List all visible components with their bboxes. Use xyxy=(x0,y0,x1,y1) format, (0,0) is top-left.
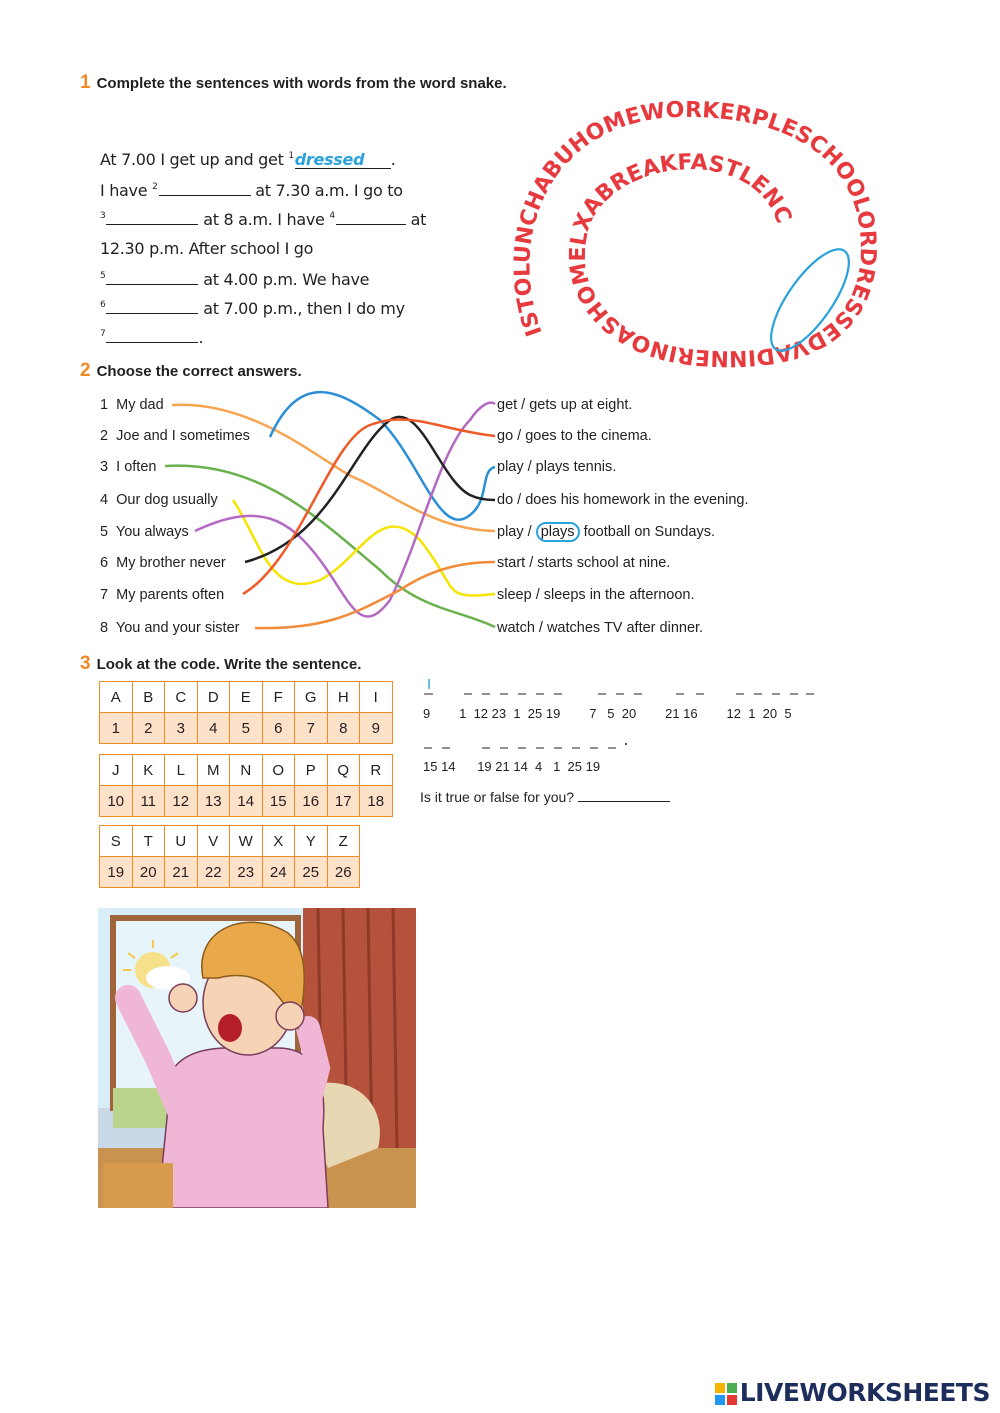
liveworksheets-logo-icon xyxy=(715,1383,737,1405)
left-item-5[interactable]: 5 You always xyxy=(100,524,189,540)
code-answer-dashes-row-2[interactable] xyxy=(420,738,640,752)
word-snake xyxy=(490,95,890,375)
circled-answer-plays[interactable]: plays xyxy=(536,522,580,542)
left-item-1[interactable]: 1 My dad xyxy=(100,397,164,413)
answer-blank-6[interactable] xyxy=(106,298,198,314)
left-item-8[interactable]: 8 You and your sister xyxy=(100,620,240,636)
answer-blank-4[interactable] xyxy=(336,209,406,225)
sentence-line-1: At 7.00 I get up and get $^1$dressed . xyxy=(100,150,396,169)
sentence-line-4: 12.30 p.m. After school I go xyxy=(100,239,314,258)
line-yellow xyxy=(233,500,495,596)
code-answer-dashes-row-1[interactable] xyxy=(420,684,820,698)
line-lightorange xyxy=(255,562,495,628)
sentence-line-2: I have $^2$ at 7.30 a.m. I go to xyxy=(100,181,403,200)
line-black xyxy=(245,417,495,562)
right-item-8[interactable]: watch / watches TV after dinner. xyxy=(497,620,704,636)
line-blue xyxy=(270,392,495,520)
answer-blank-2[interactable] xyxy=(159,180,251,196)
exercise-3-heading xyxy=(80,653,361,675)
code-table-2: J K L M N O P Q R 10 11 12 13 14 15 16 17 18 xyxy=(99,754,393,817)
exercise-1-title: Complete the sentences with words from the word snake. xyxy=(96,75,507,92)
exercise-1-heading xyxy=(80,72,507,94)
left-item-2[interactable]: 2 Joe and I sometimes xyxy=(100,428,250,444)
true-false-question: Is it true or false for you? xyxy=(420,789,670,805)
left-item-4[interactable]: 4 Our dog usually xyxy=(100,492,218,508)
answer-blank-7[interactable] xyxy=(106,327,198,343)
exercise-3-number: 3 xyxy=(80,653,91,674)
exercise-1-number: 1 xyxy=(80,72,91,93)
answer-blank-3[interactable] xyxy=(106,209,198,225)
right-item-4[interactable]: do / does his homework in the evening. xyxy=(497,492,749,508)
true-false-answer-blank[interactable] xyxy=(578,790,670,802)
exercise-2-number: 2 xyxy=(80,360,91,381)
line-orange xyxy=(172,405,495,531)
exercise-3-title: Look at the code. Write the sentence. xyxy=(96,656,362,673)
sentence-line-5: $^5$ at 4.00 p.m. We have xyxy=(100,270,370,289)
answer-blank-5[interactable] xyxy=(106,269,198,285)
right-item-2[interactable]: go / goes to the cinema. xyxy=(497,428,652,444)
answer-blank-1[interactable]: dressed xyxy=(295,152,391,169)
sentence-line-3: $^3$ at 8 a.m. I have $^4$ at xyxy=(100,210,427,229)
right-item-6[interactable]: start / starts school at nine. xyxy=(497,555,671,571)
right-item-1[interactable]: get / gets up at eight. xyxy=(497,397,633,413)
left-item-7[interactable]: 7 My parents often xyxy=(100,587,225,603)
code-numbers-row-2: 15 14 19 21 14 4 1 25 19 xyxy=(423,759,601,774)
code-table-3: S T U V W X Y Z 19 20 21 22 23 24 25 26 xyxy=(99,825,360,888)
exercise-2-heading xyxy=(80,360,302,382)
sentence-line-6: $^6$ at 7.00 p.m., then I do my xyxy=(100,299,405,318)
liveworksheets-logo: LIVEWORKSHEETS xyxy=(715,1378,990,1407)
right-item-5[interactable]: play / plays football on Sundays. xyxy=(497,524,715,540)
yawning-person-illustration xyxy=(98,908,416,1208)
code-numbers-row-1: 9 1 12 23 1 25 19 7 5 20 21 16 12 1 20 5 xyxy=(423,706,792,721)
sentence-line-7: $^7$ . xyxy=(100,328,204,347)
word-snake-text: ISTOLUNCHABUHOMEWORKERPLESCHOOLORDRESSEDVADINNERINOASHOMELXABREAKFASTLENC xyxy=(510,97,881,371)
right-item-3[interactable]: play / plays tennis. xyxy=(497,459,617,475)
exercise-2-title: Choose the correct answers. xyxy=(96,363,302,380)
code-table-1: A B C D E F G H I 1 2 3 4 5 6 7 8 9 xyxy=(99,681,393,744)
left-item-3[interactable]: 3 I often xyxy=(100,459,157,475)
right-item-7[interactable]: sleep / sleeps in the afternoon. xyxy=(497,587,695,603)
left-item-6[interactable]: 6 My brother never xyxy=(100,555,226,571)
code-answer-first-letter[interactable]: I xyxy=(427,676,432,693)
line-red xyxy=(243,420,495,594)
